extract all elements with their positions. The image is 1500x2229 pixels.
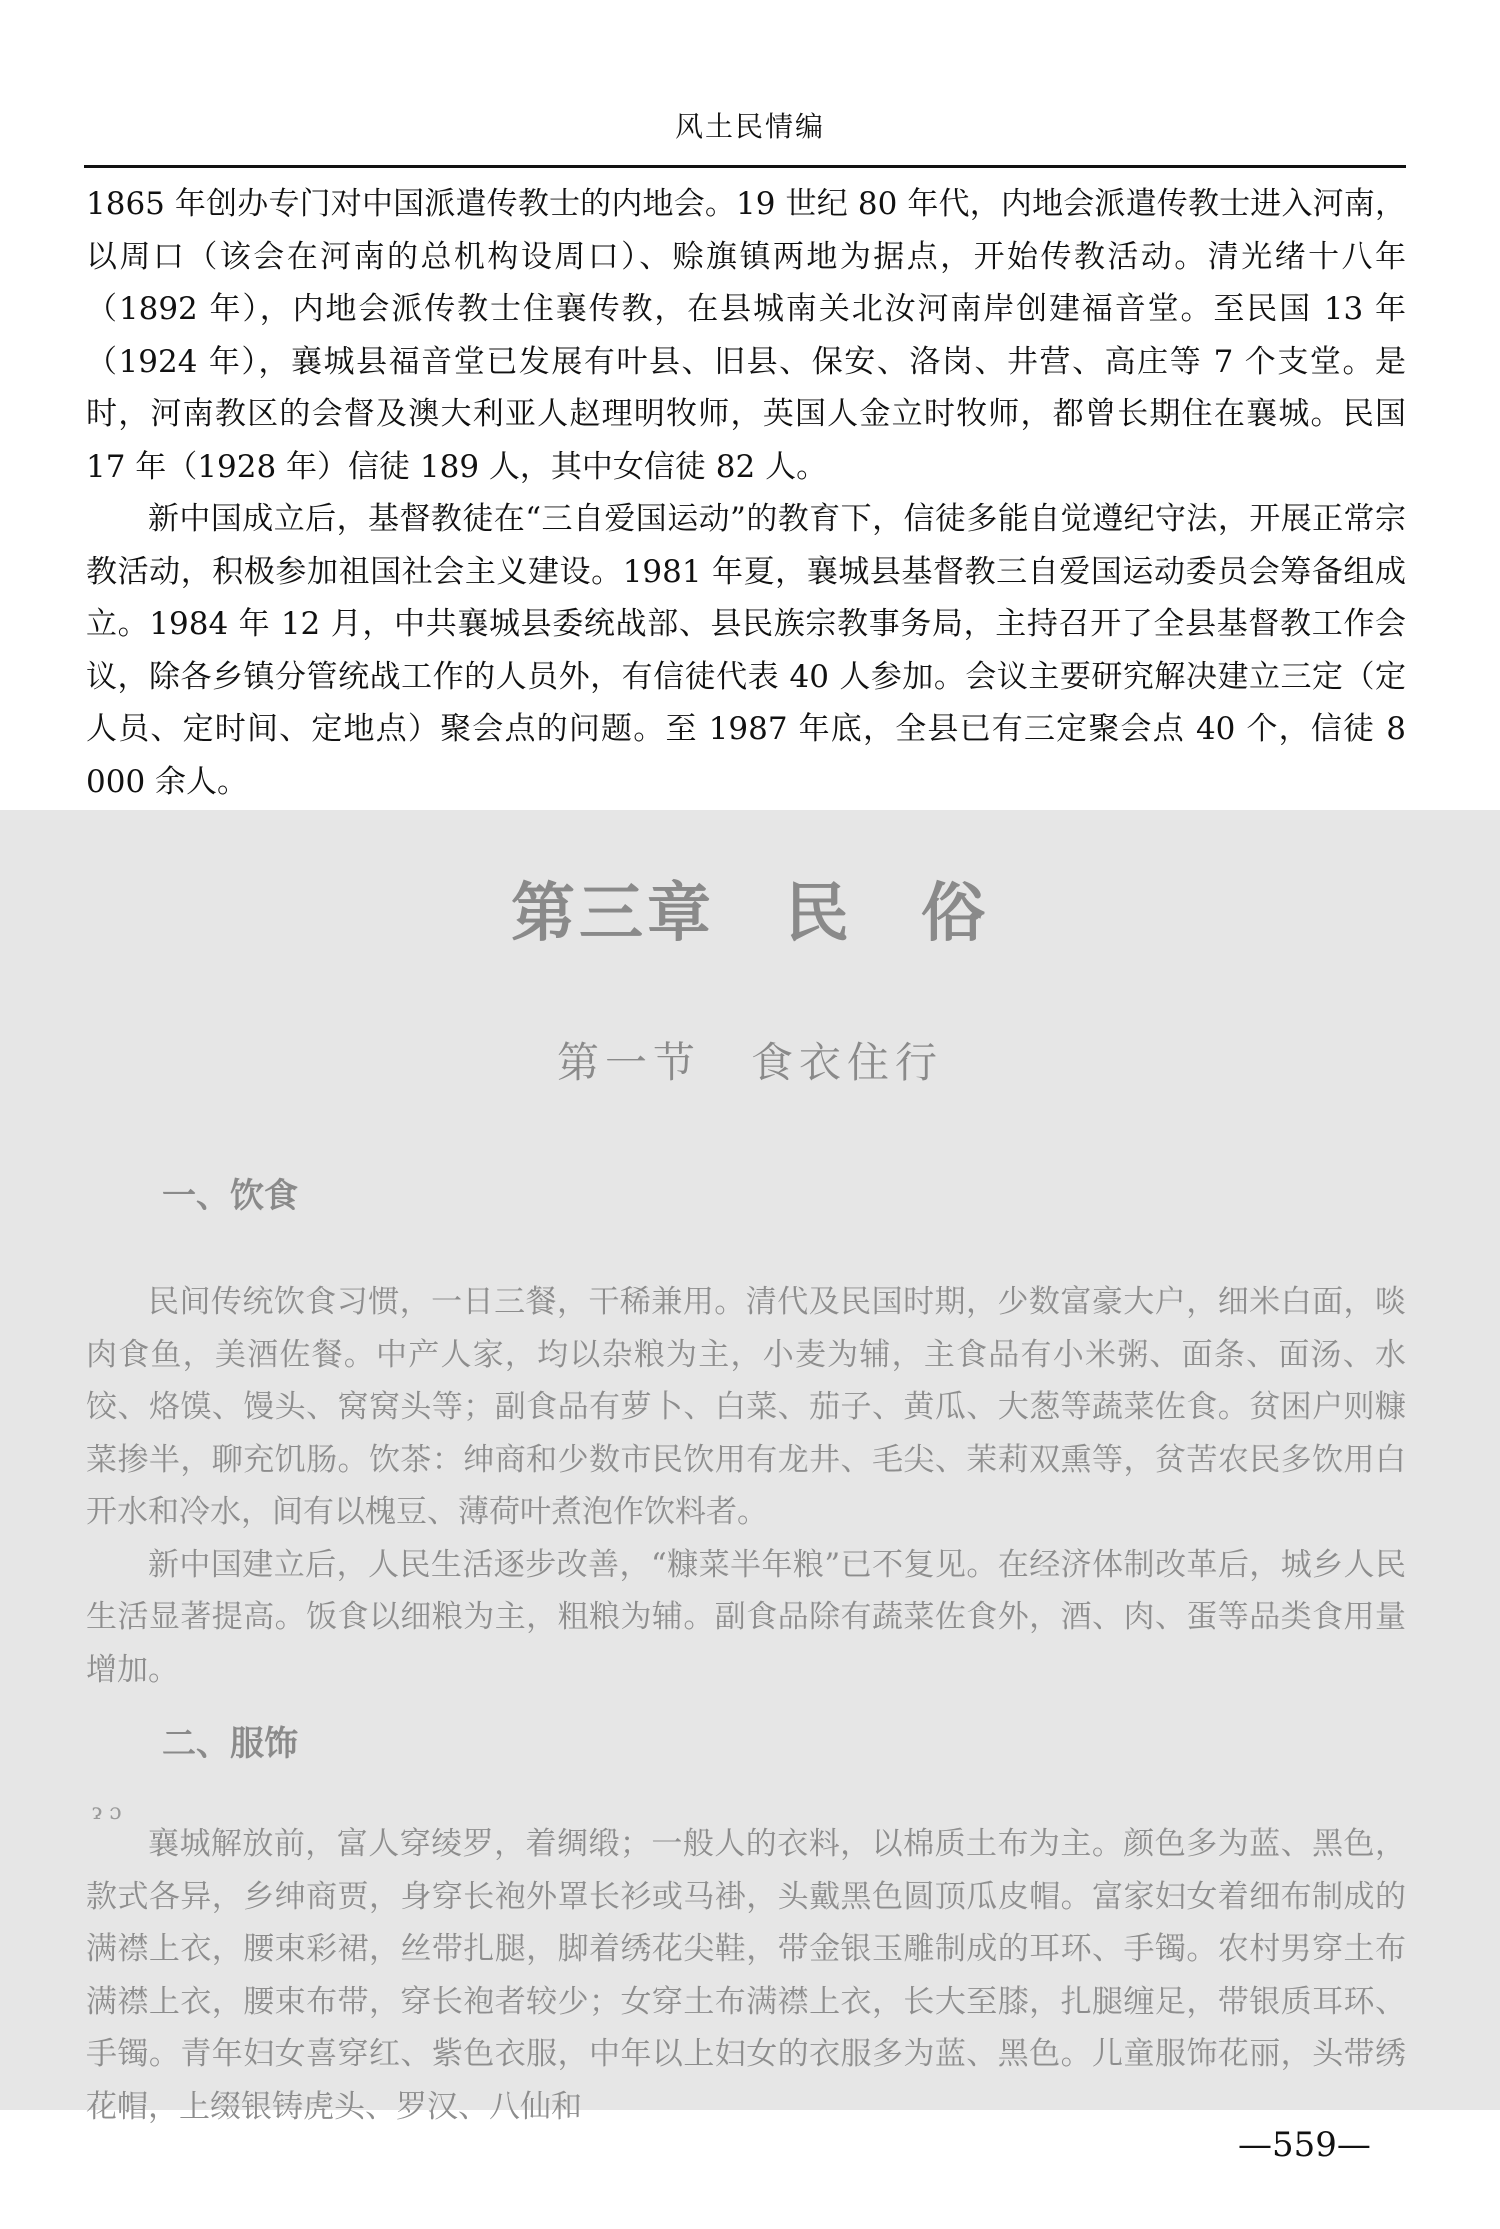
paragraph: 新中国成立后，基督教徒在“三自爱国运动”的教育下，信徒多能自觉遵纪守法，开展正常宗教活动，积极参加祖国社会主义建设。1981 年夏，襄城县基督教三自爱国运动委员会筹备组成立。1984 年 12 月，中共襄城县委统战部、县民族宗教事务局，主持召开了全县基督教工作会议，除各乡镇分管统战工作的人员外，有信徒代表 40 人参加。会议主要研究解决建立三定（定人员、定时间、定地点）聚会点的问题。至 1987 年底，全县已有三定聚会点 40 个，信徒 8 000 余人。 <box>86 501 1406 800</box>
chapter-number: 第三章 <box>511 877 715 951</box>
section-title <box>0 1030 1500 1090</box>
subheading-clothing: 二、服饰 <box>162 1724 298 1764</box>
page-number: —559— <box>1238 2125 1371 2165</box>
food-body-text <box>86 1276 1406 1696</box>
header-rule <box>84 165 1406 168</box>
clothing-body-text <box>86 1818 1406 2133</box>
paragraph: 1865 年创办专门对中国派遣传教士的内地会。19 世纪 80 年代，内地会派遣传教士进入河南，以周口（该会在河南的总机构设周口）、赊旗镇两地为据点，开始传教活动。清光绪十八年（1892 年），内地会派传教士住襄传教，在县城南关北汝河南岸创建福音堂。至民国 13 年（1924 年），襄城县福音堂已发展有叶县、旧县、保安、洛岗、井营、高庄等 7 个支堂。是时，河南教区的会督及澳大利亚人赵理明牧师，英国人金立时牧师，都曾长期住在襄城。民国 17 年（1928 年）信徒 189 人，其中女信徒 82 人。 <box>86 186 1406 485</box>
chapter-name: 民 俗 <box>785 877 989 951</box>
subheading-food: 一、饮食 <box>162 1176 298 1216</box>
section-name: 食衣住行 <box>751 1038 944 1087</box>
running-header: 风土民情编 <box>674 110 825 143</box>
chapter-title <box>0 862 1500 954</box>
paragraph: 新中国建立后，人民生活逐步改善，“糠菜半年粮”已不复见。在经济体制改革后，城乡人民生活显著提高。饭食以细粮为主，粗粮为辅。副食品除有蔬菜佐食外，酒、肉、蛋等品类食用量增加。 <box>86 1546 1406 1688</box>
paragraph: 民间传统饮食习惯，一日三餐，干稀兼用。清代及民国时期，少数富豪大户，细米白面，啖肉食鱼，美酒佐餐。中产人家，均以杂粮为主，小麦为辅，主食品有小米粥、面条、面汤、水饺、烙馍、馒头、窝窝头等；副食品有萝卜、白菜、茄子、黄瓜、大葱等蔬菜佐食。贫困户则糠菜掺半，聊充饥肠。饮茶：绅商和少数市民饮用有龙井、毛尖、茉莉双熏等，贫苦农民多饮用白开水和冷水，间有以槐豆、薄荷叶煮泡作饮料者。 <box>86 1284 1406 1530</box>
paragraph: 襄城解放前，富人穿绫罗，着绸缎；一般人的衣料，以棉质土布为主。颜色多为蓝、黑色，款式各异，乡绅商贾，身穿长袍外罩长衫或马褂，头戴黑色圆顶瓜皮帽。富家妇女着细布制成的满襟上衣，腰束彩裙，丝带扎腿，脚着绣花尖鞋，带金银玉雕制成的耳环、手镯。农村男穿土布满襟上衣，腰束布带，穿长袍者较少；女穿土布满襟上衣，长大至膝，扎腿缠足，带银质耳环、手镯。青年妇女喜穿红、紫色衣服，中年以上妇女的衣服多为蓝、黑色。儿童服饰花丽，头带绣花帽，上缀银铸虎头、罗汉、八仙和 <box>86 1826 1406 2125</box>
margin-mark: ɂ ɔ <box>92 1800 122 1825</box>
section-number: 第一节 <box>556 1038 701 1087</box>
top-body-text <box>86 178 1406 808</box>
